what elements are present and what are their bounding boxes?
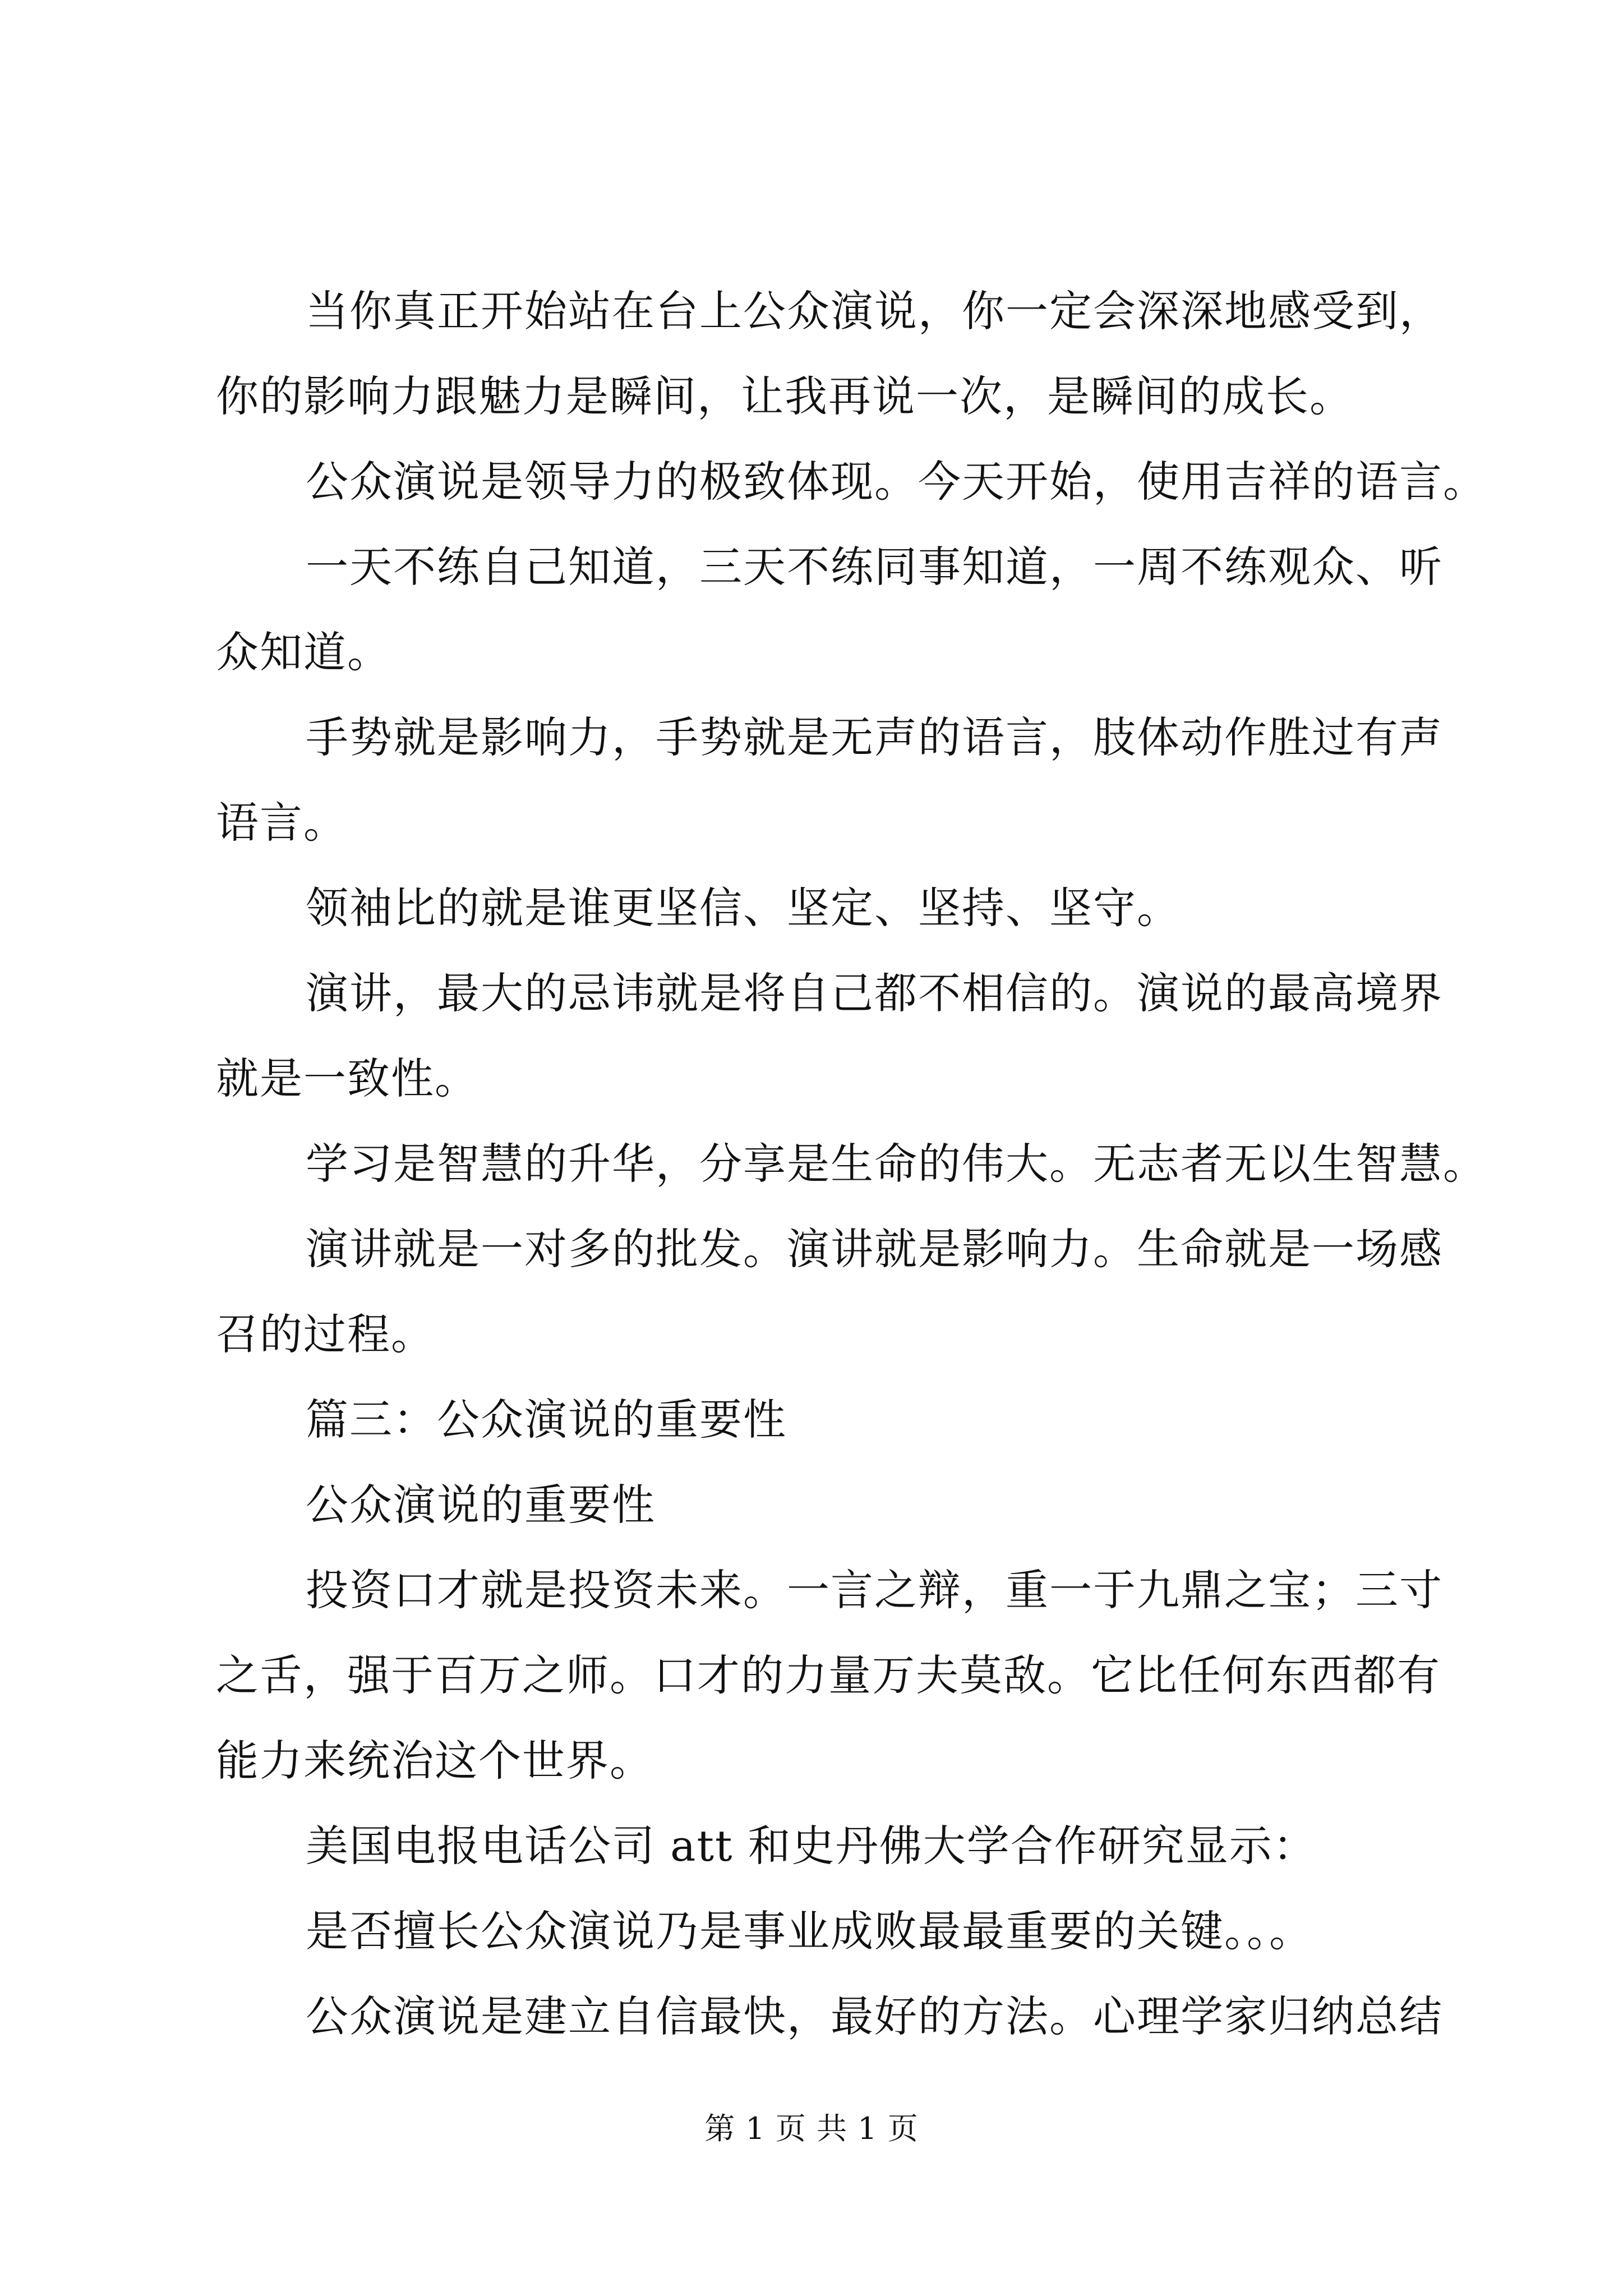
paragraph-line: 是否擅长公众演说乃是事业成败最最重要的关键。。。	[306, 1906, 1313, 1956]
paragraph-line: 篇三：公众演说的重要性	[306, 1395, 787, 1444]
paragraph-line: 能力来统治这个世界。	[216, 1736, 653, 1786]
paragraph-line: 演讲就是一对多的批发。演讲就是影响力。生命就是一场感	[306, 1224, 1443, 1274]
paragraph-line: 公众演说的重要性	[306, 1480, 656, 1530]
paragraph-line: 当你真正开始站在台上公众演说，你一定会深深地感受到，	[306, 286, 1443, 336]
paragraph-line: 你的影响力跟魅力是瞬间，让我再说一次，是瞬间的成长。	[216, 371, 1353, 421]
paragraph-line: 公众演说是领导力的极致体现。今天开始，使用吉祥的语言。	[306, 457, 1487, 507]
paragraph-line: 众知道。	[216, 627, 391, 677]
paragraph-line: 领袖比的就是谁更坚信、坚定、坚持、坚守。	[306, 883, 1181, 933]
paragraph-line: 美国电报电话公司 att 和史丹佛大学合作研究显示：	[306, 1821, 1317, 1871]
paragraph-line: 公众演说是建立自信最快，最好的方法。心理学家归纳总结	[306, 1991, 1443, 2041]
paragraph-line: 之舌，强于百万之师。口才的力量万夫莫敌。它比任何东西都有	[216, 1650, 1441, 1700]
paragraph-line: 召的过程。	[216, 1309, 435, 1359]
paragraph-line: 投资口才就是投资未来。一言之辩，重一于九鼎之宝；三寸	[306, 1565, 1443, 1615]
paragraph-line: 就是一致性。	[216, 1053, 478, 1103]
paragraph-line: 语言。	[216, 798, 347, 848]
paragraph-line: 演讲，最大的忌讳就是将自己都不相信的。演说的最高境界	[306, 968, 1443, 1018]
paragraph-line: 学习是智慧的升华，分享是生命的伟大。无志者无以生智慧。	[306, 1139, 1487, 1189]
page-footer: 第 1 页 共 1 页	[704, 2111, 919, 2146]
paragraph-line: 手势就是影响力，手势就是无声的语言，肢体动作胜过有声	[306, 712, 1443, 762]
paragraph-line: 一天不练自己知道，三天不练同事知道，一周不练观众、听	[306, 542, 1443, 592]
